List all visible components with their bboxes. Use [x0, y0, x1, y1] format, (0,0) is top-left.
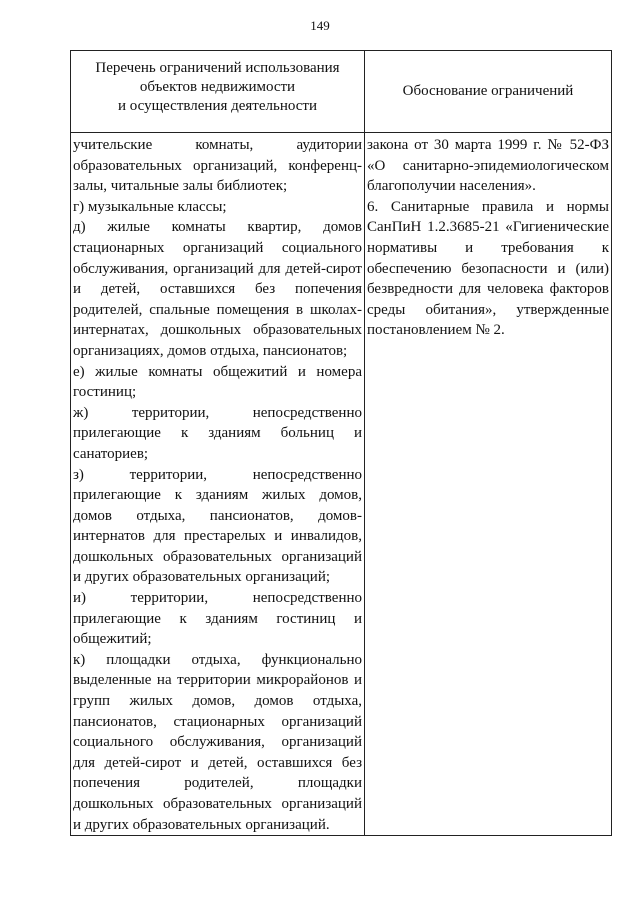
header-left-line-1: Перечень ограничений использования	[95, 60, 340, 76]
list-item: з) территории, непосредственно прилегающие к зданиям жилых домов, домов отдыха, пансионатов, домов-интернатов для престарелых и инвалидов, дошкольных образовательных организаций и других образовательных организаций;	[73, 466, 362, 586]
list-item: к) площадки отдыха, функционально выделенные на территории микрорайонов и групп жилых домов, домов отдыха, пансионатов, стационарных организаций социального обслуживания, организаций для детей-сирот и детей, оставшихся без попечения родителей, площадки дошкольных образовательных организаций и других образовательных организаций.	[73, 651, 362, 833]
list-item: и) территории, непосредственно прилегающие к зданиям гостиниц и общежитий;	[73, 590, 362, 648]
table-row	[71, 133, 612, 836]
table-header-row	[71, 51, 612, 133]
list-item: г) музыкальные классы;	[73, 198, 227, 215]
header-justification: Обоснование ограничений	[365, 51, 612, 133]
list-item: ж) территории, непосредственно прилегающие к зданиям больниц и санаториев;	[73, 404, 362, 462]
list-item: закона от 30 марта 1999 г. № 52-ФЗ «О санитарно-эпидемиологическом благополучии населения».	[367, 137, 609, 195]
list-item: 6. Санитарные правила и нормы СанПиН 1.2.3685-21 «Гигиенические нормативы и требования к обеспечению безопасности и (или) безвредности для человека факторов среды обитания», утвержденные постановлением № 2.	[367, 198, 609, 339]
page-number: 149	[310, 18, 330, 33]
header-left-line-2: объектов недвижимости	[139, 79, 296, 95]
justification-cell	[365, 133, 612, 836]
header-left-line-3: и осуществления деятельности	[117, 98, 317, 114]
list-item: е) жилые комнаты общежитий и номера гостиниц;	[73, 363, 362, 401]
header-restrictions-list	[71, 51, 365, 133]
list-item: учительские комнаты, аудитории образовательных организаций, конференц-залы, читальные залы библиотек;	[73, 137, 362, 195]
restrictions-cell	[71, 133, 365, 836]
restrictions-table	[70, 50, 612, 836]
list-item: д) жилые комнаты квартир, домов стационарных организаций социального обслуживания, организаций для детей-сирот и детей, оставшихся без попечения родителей, спальные помещения в школах-интернатах, дошкольных образовательных организациях, домов отдыха, пансионатов;	[73, 219, 362, 359]
